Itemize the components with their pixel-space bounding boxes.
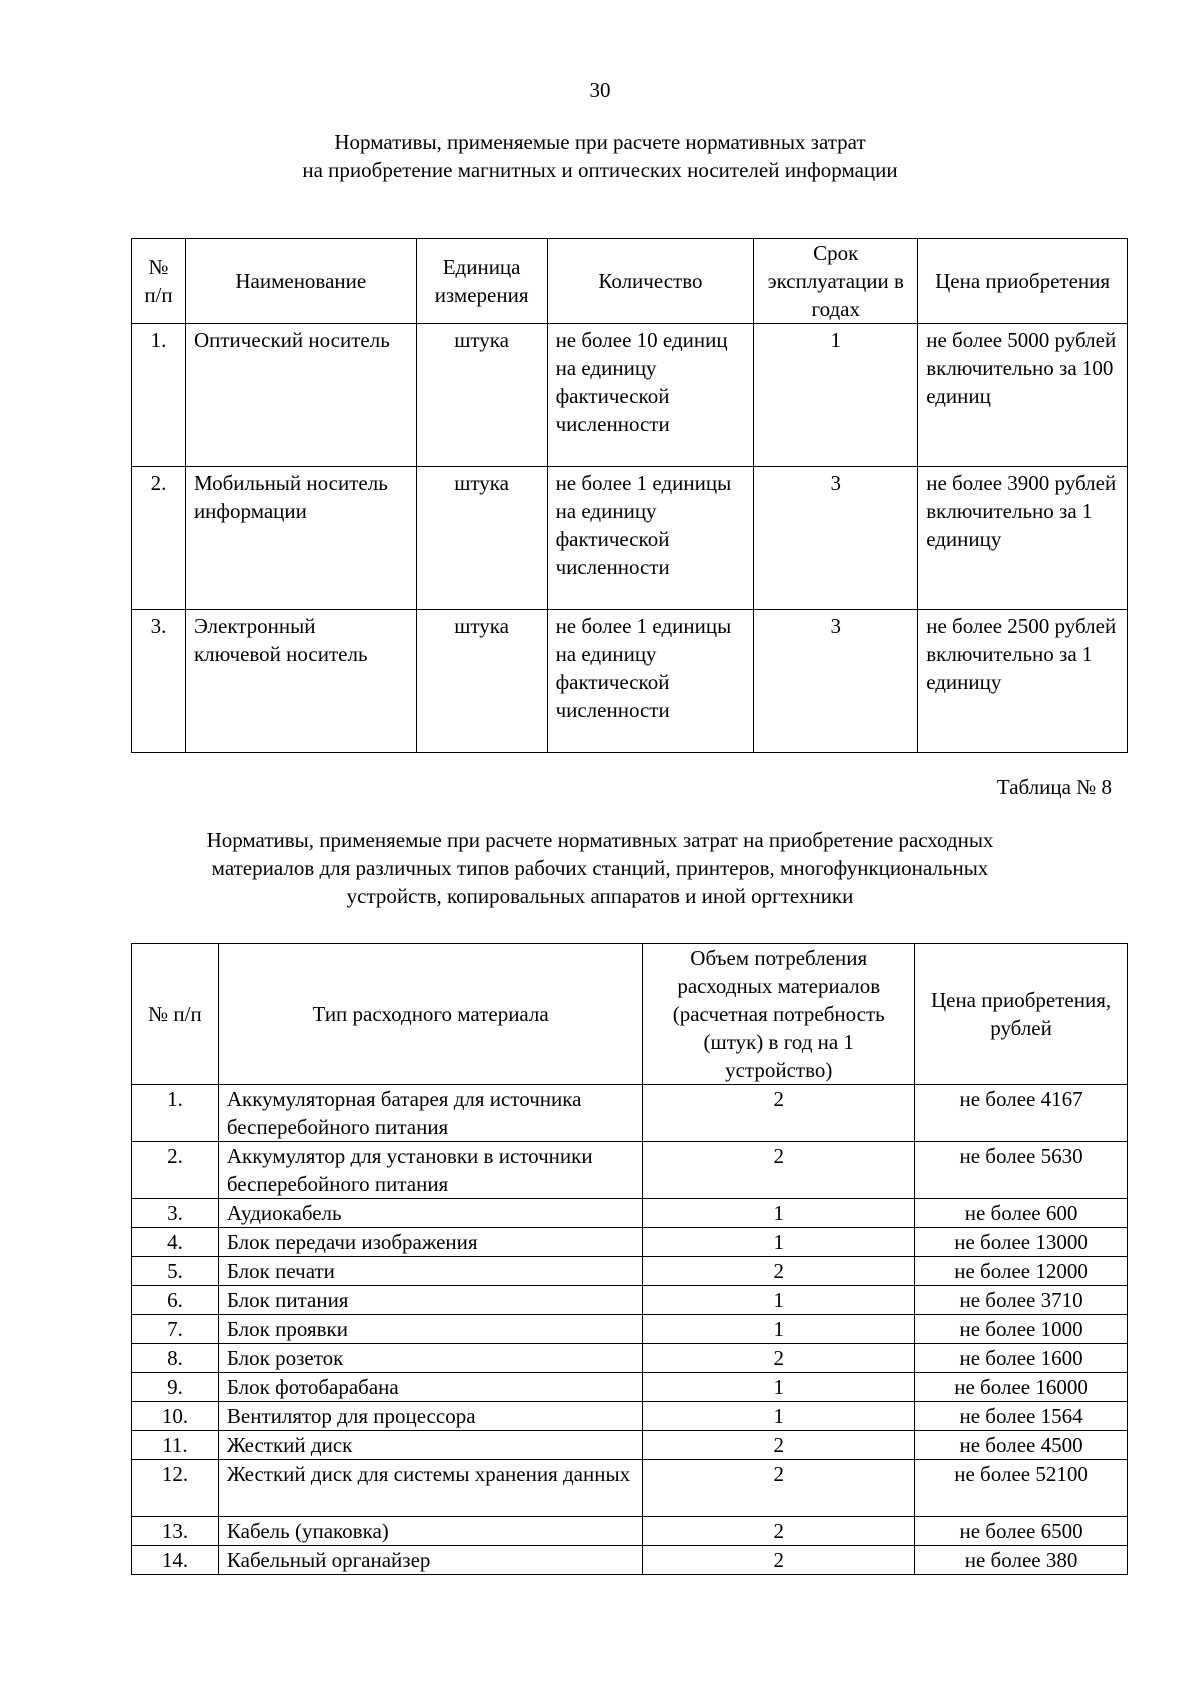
row-qty: не более 1 единицы на единицу фактической численности (547, 467, 754, 610)
storage-media-table (131, 238, 1128, 753)
row-type: Аудиокабель (218, 1199, 642, 1228)
row-volume: 1 (643, 1286, 915, 1315)
row-num: 14. (132, 1546, 219, 1575)
row-num: 1. (132, 324, 186, 467)
row-num: 1. (132, 1085, 219, 1142)
row-term: 3 (754, 467, 918, 610)
row-volume: 1 (643, 1228, 915, 1257)
row-price: не более 1000 (915, 1315, 1128, 1344)
row-term: 1 (754, 324, 918, 467)
table-row (132, 1142, 1128, 1199)
row-num: 3. (132, 610, 186, 753)
table-row (132, 324, 1128, 467)
row-price: не более 52100 (915, 1460, 1128, 1517)
row-unit: штука (416, 324, 547, 467)
row-price: не более 12000 (915, 1257, 1128, 1286)
row-qty: не более 1 единицы на единицу фактической численности (547, 610, 754, 753)
row-name: Оптический носитель (185, 324, 416, 467)
row-num: 8. (132, 1344, 219, 1373)
row-num: 4. (132, 1228, 219, 1257)
header-unit: Единица измерения (416, 239, 547, 324)
row-qty: не более 10 единиц на единицу фактической численности (547, 324, 754, 467)
row-type: Жесткий диск для системы хранения данных (218, 1460, 642, 1517)
row-price: не более 1564 (915, 1402, 1128, 1431)
table-row (132, 1286, 1128, 1315)
section1-title (0, 128, 1200, 184)
row-type: Блок розеток (218, 1344, 642, 1373)
row-num: 2. (132, 467, 186, 610)
row-volume: 1 (643, 1373, 915, 1402)
row-type: Аккумуляторная батарея для источника бесперебойного питания (218, 1085, 642, 1142)
header-num: № п/п (132, 944, 219, 1085)
page-number: 30 (589, 78, 611, 102)
row-num: 11. (132, 1431, 219, 1460)
row-price: не более 600 (915, 1199, 1128, 1228)
row-unit: штука (416, 610, 547, 753)
row-price: не более 380 (915, 1546, 1128, 1575)
consumables-table (131, 943, 1128, 1575)
row-volume: 1 (643, 1199, 915, 1228)
row-num: 9. (132, 1373, 219, 1402)
section1-title-line: Нормативы, применяемые при расчете нормативных затрат (334, 130, 866, 154)
header-type: Тип расходного материала (218, 944, 642, 1085)
row-unit: штука (416, 467, 547, 610)
row-price: не более 13000 (915, 1228, 1128, 1257)
row-volume: 2 (643, 1517, 915, 1546)
row-volume: 2 (643, 1546, 915, 1575)
row-name: Мобильный носитель информации (185, 467, 416, 610)
row-num: 13. (132, 1517, 219, 1546)
table-row (132, 1344, 1128, 1373)
row-type: Блок передачи изображения (218, 1228, 642, 1257)
row-num: 12. (132, 1460, 219, 1517)
row-term: 3 (754, 610, 918, 753)
row-num: 7. (132, 1315, 219, 1344)
header-price: Цена приобретения (918, 239, 1128, 324)
table-row (132, 1085, 1128, 1142)
table-label: Таблица № 8 (996, 775, 1112, 799)
table-header-row (132, 239, 1128, 324)
row-type: Блок питания (218, 1286, 642, 1315)
row-volume: 2 (643, 1142, 915, 1199)
table-row (132, 1373, 1128, 1402)
row-type: Блок печати (218, 1257, 642, 1286)
row-volume: 2 (643, 1085, 915, 1142)
table-row (132, 1257, 1128, 1286)
row-price: не более 1600 (915, 1344, 1128, 1373)
row-num: 5. (132, 1257, 219, 1286)
row-price: не более 5000 рублей включительно за 100 единиц (918, 324, 1128, 467)
row-num: 10. (132, 1402, 219, 1431)
row-price: не более 4167 (915, 1085, 1128, 1142)
table-row (132, 1402, 1128, 1431)
row-type: Блок проявки (218, 1315, 642, 1344)
row-volume: 2 (643, 1460, 915, 1517)
table-row (132, 1431, 1128, 1460)
table-row (132, 1546, 1128, 1575)
header-num: № п/п (132, 239, 186, 324)
section2-title-line: материалов для различных типов рабочих станций, принтеров, многофункциональных (211, 856, 989, 880)
row-volume: 1 (643, 1402, 915, 1431)
section2-title (0, 826, 1200, 910)
table-row (132, 1460, 1128, 1517)
row-type: Кабель (упаковка) (218, 1517, 642, 1546)
row-volume: 2 (643, 1344, 915, 1373)
row-name: Электронный ключевой носитель (185, 610, 416, 753)
table-row (132, 1228, 1128, 1257)
row-price: не более 2500 рублей включительно за 1 единицу (918, 610, 1128, 753)
row-price: не более 3710 (915, 1286, 1128, 1315)
header-volume: Объем потребления расходных материалов (расчетная потребность (штук) в год на 1 устройство) (643, 944, 915, 1085)
row-price: не более 6500 (915, 1517, 1128, 1546)
table-row (132, 1199, 1128, 1228)
row-volume: 1 (643, 1315, 915, 1344)
row-volume: 2 (643, 1257, 915, 1286)
row-num: 6. (132, 1286, 219, 1315)
row-type: Вентилятор для процессора (218, 1402, 642, 1431)
section1-title-line: на приобретение магнитных и оптических носителей информации (302, 158, 898, 182)
row-price: не более 3900 рублей включительно за 1 единицу (918, 467, 1128, 610)
row-num: 3. (132, 1199, 219, 1228)
row-price: не более 16000 (915, 1373, 1128, 1402)
table-row (132, 467, 1128, 610)
row-type: Аккумулятор для установки в источники бесперебойного питания (218, 1142, 642, 1199)
row-price: не более 4500 (915, 1431, 1128, 1460)
table-row (132, 1315, 1128, 1344)
section2-title-line: устройств, копировальных аппаратов и иной оргтехники (346, 884, 854, 908)
header-name: Наименование (185, 239, 416, 324)
section2-title-line: Нормативы, применяемые при расчете нормативных затрат на приобретение расходных (206, 828, 994, 852)
row-price: не более 5630 (915, 1142, 1128, 1199)
table-row (132, 610, 1128, 753)
table-header-row (132, 944, 1128, 1085)
row-num: 2. (132, 1142, 219, 1199)
header-price: Цена приобретения, рублей (915, 944, 1128, 1085)
row-type: Жесткий диск (218, 1431, 642, 1460)
header-qty: Количество (547, 239, 754, 324)
row-type: Кабельный органайзер (218, 1546, 642, 1575)
table-row (132, 1517, 1128, 1546)
row-volume: 2 (643, 1431, 915, 1460)
row-type: Блок фотобарабана (218, 1373, 642, 1402)
header-term: Срок эксплуатации в годах (754, 239, 918, 324)
